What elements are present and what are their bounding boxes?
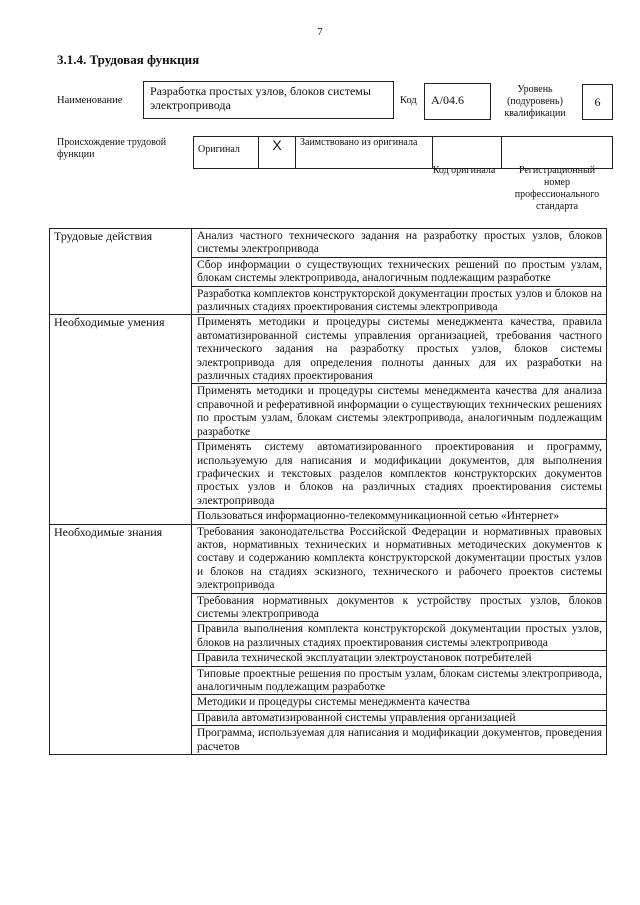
original-mark-cell	[259, 137, 296, 169]
original-label-cell: Оригинал	[194, 137, 259, 169]
table-cell: Сбор информации о существующих технических решений по простым узлам, блокам системы электропривода, аналогичным подлежащим разработке	[192, 257, 607, 286]
table-cell: Требования нормативных документов к устройству простых узлов, блоков системы электропривода	[192, 593, 607, 622]
table-row	[50, 315, 607, 384]
section-title-skills: Необходимые умения	[50, 315, 192, 524]
table-row	[50, 524, 607, 593]
original-mark: X	[272, 137, 282, 153]
name-label: Наименование	[57, 95, 123, 106]
function-name-box: Разработка простых узлов, блоков системы электропривода	[143, 81, 394, 119]
function-details-table	[49, 228, 607, 755]
table-cell: Методики и процедуры системы менеджмента качества	[192, 695, 607, 710]
table-cell: Применять систему автоматизированного проектирования и программу, используемую для написания и модификации документов, для выполнения графических и текстовых разделов комплектов конструкторских документов простых узлов и блоков на различных стадиях проектирования системы электропривода	[192, 440, 607, 509]
table-cell: Разработка комплектов конструкторской документации простых узлов и блоков на различных стадиях проектирования системы электропривода	[192, 286, 607, 315]
table-cell: Правила технической эксплуатации электроустановок потребителей	[192, 651, 607, 666]
table-cell: Типовые проектные решения по простым узлам, блокам системы электропривода, аналогичным подлежащим разработке	[192, 666, 607, 695]
table-cell: Правила выполнения комплекта конструкторской документации простых узлов, блоков на различных стадиях проектирования системы электропривода	[192, 622, 607, 651]
section-title-actions: Трудовые действия	[50, 229, 192, 315]
section-title-knowledge: Необходимые знания	[50, 524, 192, 755]
table-cell: Применять методики и процедуры системы менеджмента качества, правила автоматизированной системы управления организацией, требования частного технического задания на разработку простых узлов, блоков системы электропривода для определения полноты данных для их разработки на различных стадиях проектирования	[192, 315, 607, 384]
reg-number-cell	[502, 137, 613, 169]
section-title: 3.1.4. Трудовая функция	[57, 52, 200, 67]
table-row	[50, 229, 607, 258]
borrowed-label-cell: Заимствовано из оригинала	[296, 137, 433, 169]
table-cell: Применять методики и процедуры системы менеджмента качества для анализа справочной и реферативной информации о существующих технических решениях по простым узлам, блокам системы электропривода, аналогичным подлежащим разработке	[192, 384, 607, 440]
page-number: 7	[317, 26, 323, 38]
table-cell: Правила автоматизированной системы управления организацией	[192, 710, 607, 725]
reg-number-caption: Регистрационный номер профессионального стандарта	[514, 165, 600, 212]
table-cell: Анализ частного технического задания на разработку простых узлов, блоков системы электропривода	[192, 229, 607, 258]
table-cell: Требования законодательства Российской Федерации и нормативных правовых актов, нормативных технических и нормативных методических документов к составу и содержанию комплекта конструкторской документации простых узлов и блоков на стадиях эскизного, технического и рабочего проектов системы электропривода	[192, 524, 607, 593]
level-label: Уровень (подуровень) квалификации	[504, 84, 566, 119]
table-cell: Программа, используемая для написания и модификации документов, проведения расчетов	[192, 726, 607, 755]
table-cell: Пользоваться информационно-телекоммуникационной сетью «Интернет»	[192, 509, 607, 524]
origin-label: Происхождение трудовой функции	[57, 137, 167, 160]
original-code-cell	[433, 137, 502, 169]
code-label: Код	[400, 95, 417, 106]
code-value-box: A/04.6	[424, 83, 491, 120]
level-value-box: 6	[582, 84, 613, 120]
original-code-caption: Код оригинала	[432, 165, 496, 176]
